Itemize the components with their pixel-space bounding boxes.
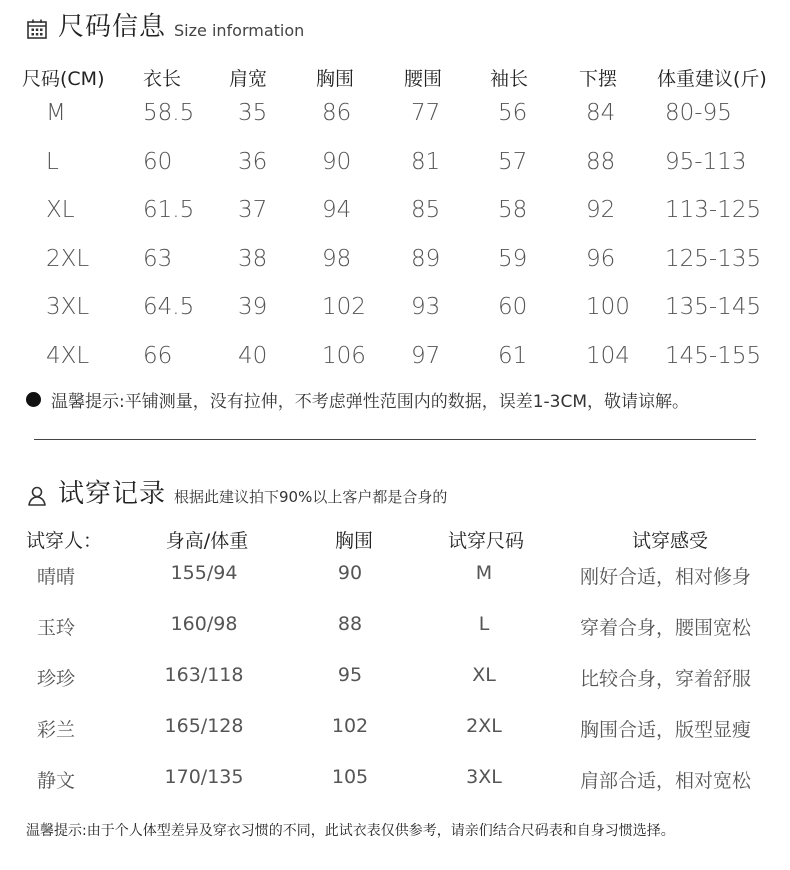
size-note-text: 温馨提示:平铺测量，没有拉伸，不考虑弹性范围内的数据，误差1-3CM，敬请谅解。 [51, 392, 690, 412]
try-cell: 彩兰 [37, 719, 76, 741]
size-col-header: 胸围 [316, 68, 355, 90]
size-cell: 66 [143, 342, 173, 369]
size-cell: L [46, 148, 59, 175]
size-cell: 86 [322, 100, 352, 126]
try-cell: 比较合身，穿着舒服 [580, 668, 752, 690]
try-col-header: 试穿尺码 [447, 530, 525, 552]
size-cell: 35 [238, 100, 268, 126]
size-col-header: 肩宽 [229, 68, 268, 90]
try-cell: 163/118 [164, 664, 244, 686]
try-cell: 90 [337, 562, 363, 584]
size-cell: 57 [498, 148, 528, 175]
size-col-header: 衣长 [143, 68, 182, 90]
try-cell: 3XL [466, 766, 502, 788]
size-cell: 106 [322, 342, 366, 369]
size-cell: 96 [586, 245, 616, 272]
size-info-heading [26, 14, 304, 40]
size-cell: 40 [238, 342, 268, 369]
table-row [0, 143, 790, 192]
try-col-header: 试穿感受 [631, 530, 709, 552]
bullet-dot-icon [26, 392, 41, 407]
try-table-header [0, 526, 790, 556]
size-cell: 135-145 [665, 294, 762, 320]
try-cell: XL [472, 664, 496, 686]
size-cell: 3XL [46, 294, 90, 320]
size-cell: 56 [498, 100, 528, 126]
size-cell: 61.5 [143, 197, 195, 223]
size-cell: 64.5 [143, 294, 195, 320]
size-col-header: 腰围 [404, 68, 443, 90]
size-cell: 38 [238, 245, 268, 272]
size-cell: 60 [498, 294, 528, 320]
size-table [0, 64, 790, 385]
size-cell: 61 [498, 342, 528, 369]
size-cell: 102 [322, 294, 366, 320]
try-record-heading [26, 481, 447, 507]
size-cell: 63 [143, 245, 173, 272]
try-record-subtitle: 根据此建议拍下90%以上客户都是合身的 [174, 487, 448, 506]
size-cell: 89 [411, 245, 441, 272]
size-note [26, 387, 689, 412]
try-cell: 165/128 [164, 715, 244, 737]
try-cell: 102 [331, 715, 369, 737]
size-cell: 84 [586, 100, 616, 126]
table-row [0, 658, 790, 709]
size-cell: 85 [411, 197, 441, 223]
try-cell: 88 [337, 613, 363, 635]
size-cell: 39 [238, 294, 268, 320]
section-divider [34, 439, 756, 440]
size-col-header: 下摆 [579, 68, 618, 90]
size-cell: 94 [322, 197, 352, 223]
table-row [0, 556, 790, 607]
size-col-header: 袖长 [490, 68, 529, 90]
calendar-grid-icon [26, 18, 48, 40]
size-cell: 100 [586, 294, 630, 320]
table-row [0, 337, 790, 386]
person-icon [26, 485, 48, 507]
try-col-header: 试穿人： [26, 530, 103, 552]
size-cell: 88 [586, 148, 616, 175]
try-cell: 105 [331, 766, 369, 788]
size-info-title: 尺码信息 [58, 12, 167, 42]
try-cell: 2XL [466, 715, 502, 737]
size-col-header: 体重建议(斤) [657, 68, 767, 90]
size-cell: 58.5 [143, 100, 195, 126]
table-row [0, 607, 790, 658]
size-info-title-en: Size information [174, 20, 305, 40]
size-cell: 93 [411, 294, 441, 320]
size-cell: 81 [411, 148, 441, 175]
size-cell: 92 [586, 197, 616, 223]
try-col-header: 身高/体重 [165, 530, 249, 552]
try-cell: 95 [337, 664, 363, 686]
size-cell: M [46, 100, 66, 126]
try-cell: 静文 [37, 770, 76, 792]
try-cell: 刚好合适，相对修身 [580, 566, 752, 588]
try-record-title: 试穿记录 [58, 479, 167, 509]
size-cell: 60 [143, 148, 173, 175]
size-cell: 59 [498, 245, 528, 272]
size-cell: 80-95 [665, 100, 732, 126]
table-row [0, 760, 790, 811]
try-cell: 170/135 [164, 766, 244, 788]
try-cell: 珍珍 [37, 668, 76, 690]
size-cell: 2XL [46, 245, 90, 272]
try-cell: 玉玲 [37, 617, 76, 639]
size-cell: 77 [411, 100, 441, 126]
size-cell: 95-113 [665, 148, 747, 175]
size-table-header [0, 64, 790, 94]
try-col-header: 胸围 [334, 530, 374, 552]
size-cell: 145-155 [665, 342, 762, 369]
size-cell: 104 [586, 342, 630, 369]
table-row [0, 288, 790, 337]
try-cell: 晴晴 [37, 566, 76, 588]
try-cell: 穿着合身，腰围宽松 [580, 617, 752, 639]
try-cell: 肩部合适，相对宽松 [580, 770, 752, 792]
table-row [0, 191, 790, 240]
size-cell: 113-125 [665, 197, 762, 223]
size-cell: 98 [322, 245, 352, 272]
size-cell: 37 [238, 197, 268, 223]
try-cell: 155/94 [170, 562, 238, 584]
try-cell: L [478, 613, 490, 635]
table-row [0, 240, 790, 289]
size-cell: 97 [411, 342, 441, 369]
try-cell: 胸围合适，版型显瘦 [580, 719, 752, 741]
size-col-header: 尺码(CM) [22, 68, 105, 90]
size-cell: 36 [238, 148, 268, 175]
size-cell: XL [46, 197, 75, 223]
size-cell: 90 [322, 148, 352, 175]
size-cell: 4XL [46, 342, 90, 369]
try-note: 温馨提示:由于个人体型差异及穿衣习惯的不同，此试衣表仅供参考，请亲们结合尺码表和自身习惯选择。 [26, 823, 675, 839]
try-cell: 160/98 [170, 613, 238, 635]
try-table [0, 526, 790, 811]
table-row [0, 94, 790, 143]
try-cell: M [475, 562, 493, 584]
size-cell: 125-135 [665, 245, 762, 272]
size-cell: 58 [498, 197, 528, 223]
table-row [0, 709, 790, 760]
